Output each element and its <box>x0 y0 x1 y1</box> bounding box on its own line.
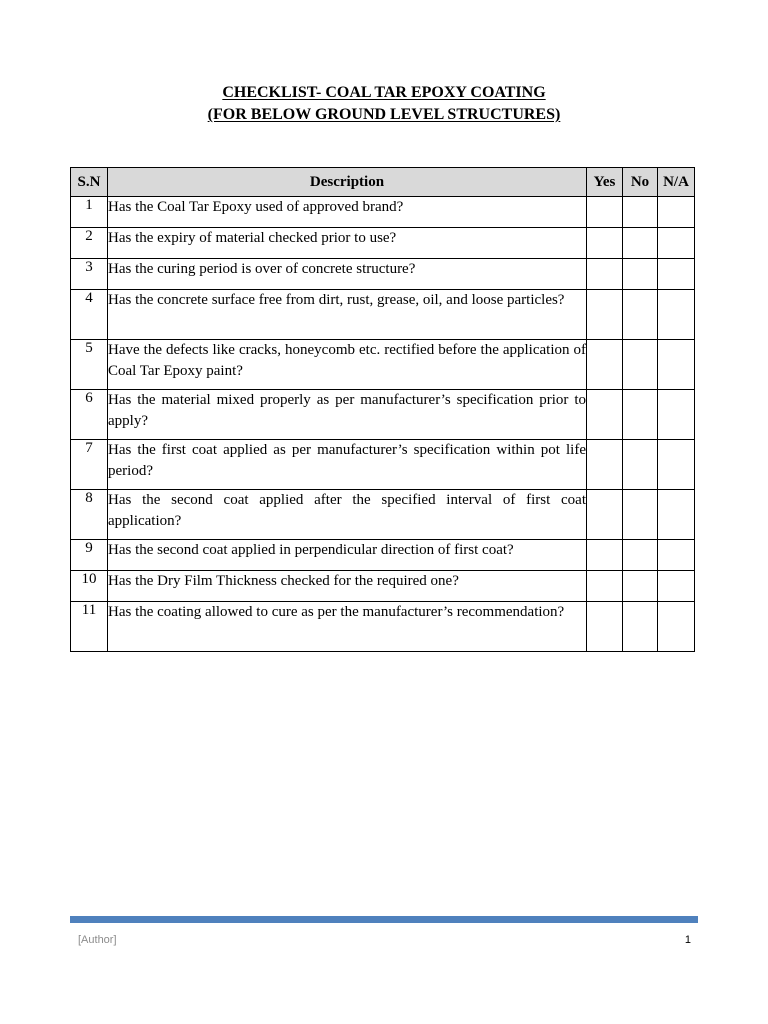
na-cell[interactable] <box>658 340 695 390</box>
row-number: 7 <box>71 440 108 490</box>
row-number: 6 <box>71 390 108 440</box>
row-number: 3 <box>71 259 108 290</box>
row-description: Has the concrete surface free from dirt, rust, grease, oil, and loose particles? <box>108 290 587 340</box>
yes-cell[interactable] <box>587 259 623 290</box>
document-title <box>0 82 768 126</box>
row-number: 11 <box>71 602 108 652</box>
no-cell[interactable] <box>623 290 658 340</box>
yes-cell[interactable] <box>587 290 623 340</box>
row-description: Has the expiry of material checked prior to use? <box>108 228 587 259</box>
no-cell[interactable] <box>623 228 658 259</box>
page-number: 1 <box>684 934 691 946</box>
row-number: 8 <box>71 490 108 540</box>
header-na: N/A <box>658 168 695 197</box>
no-cell[interactable] <box>623 602 658 652</box>
no-cell[interactable] <box>623 490 658 540</box>
no-cell[interactable] <box>623 571 658 602</box>
table-row <box>71 228 695 259</box>
yes-cell[interactable] <box>587 540 623 571</box>
table-row <box>71 602 695 652</box>
na-cell[interactable] <box>658 228 695 259</box>
no-cell[interactable] <box>623 340 658 390</box>
row-number: 9 <box>71 540 108 571</box>
yes-cell[interactable] <box>587 390 623 440</box>
na-cell[interactable] <box>658 440 695 490</box>
table-row <box>71 390 695 440</box>
table-header-row <box>71 168 695 197</box>
title-line-1: CHECKLIST- COAL TAR EPOXY COATING <box>222 84 546 101</box>
no-cell[interactable] <box>623 390 658 440</box>
row-description: Have the defects like cracks, honeycomb etc. rectified before the application of Coal Tar Epoxy paint? <box>108 340 587 390</box>
yes-cell[interactable] <box>587 490 623 540</box>
na-cell[interactable] <box>658 290 695 340</box>
yes-cell[interactable] <box>587 228 623 259</box>
yes-cell[interactable] <box>587 602 623 652</box>
row-number: 5 <box>71 340 108 390</box>
header-sn: S.N <box>71 168 108 197</box>
yes-cell[interactable] <box>587 197 623 228</box>
row-number: 2 <box>71 228 108 259</box>
row-description: Has the Coal Tar Epoxy used of approved brand? <box>108 197 587 228</box>
header-no: No <box>623 168 658 197</box>
table-row <box>71 197 695 228</box>
na-cell[interactable] <box>658 390 695 440</box>
footer-divider <box>70 916 698 923</box>
na-cell[interactable] <box>658 197 695 228</box>
row-description: Has the coating allowed to cure as per the manufacturer’s recommendation? <box>108 602 587 652</box>
na-cell[interactable] <box>658 602 695 652</box>
no-cell[interactable] <box>623 440 658 490</box>
no-cell[interactable] <box>623 197 658 228</box>
table-row <box>71 259 695 290</box>
header-description: Description <box>108 168 587 197</box>
row-description: Has the curing period is over of concrete structure? <box>108 259 587 290</box>
row-number: 1 <box>71 197 108 228</box>
table-row <box>71 540 695 571</box>
row-number: 4 <box>71 290 108 340</box>
row-description: Has the material mixed properly as per manufacturer’s specification prior to apply? <box>108 390 587 440</box>
row-description: Has the first coat applied as per manufacturer’s specification within pot life period? <box>108 440 587 490</box>
row-description: Has the second coat applied after the specified interval of first coat application? <box>108 490 587 540</box>
yes-cell[interactable] <box>587 340 623 390</box>
table-row <box>71 290 695 340</box>
footer-author[interactable]: [Author] <box>78 934 117 946</box>
row-number: 10 <box>71 571 108 602</box>
na-cell[interactable] <box>658 540 695 571</box>
na-cell[interactable] <box>658 571 695 602</box>
yes-cell[interactable] <box>587 571 623 602</box>
row-description: Has the Dry Film Thickness checked for the required one? <box>108 571 587 602</box>
title-line-2: (FOR BELOW GROUND LEVEL STRUCTURES) <box>207 106 561 123</box>
table-row <box>71 571 695 602</box>
no-cell[interactable] <box>623 259 658 290</box>
no-cell[interactable] <box>623 540 658 571</box>
yes-cell[interactable] <box>587 440 623 490</box>
checklist-table <box>70 167 695 652</box>
na-cell[interactable] <box>658 259 695 290</box>
header-yes: Yes <box>587 168 623 197</box>
row-description: Has the second coat applied in perpendicular direction of first coat? <box>108 540 587 571</box>
table-row <box>71 340 695 390</box>
table-row <box>71 490 695 540</box>
table-row <box>71 440 695 490</box>
na-cell[interactable] <box>658 490 695 540</box>
